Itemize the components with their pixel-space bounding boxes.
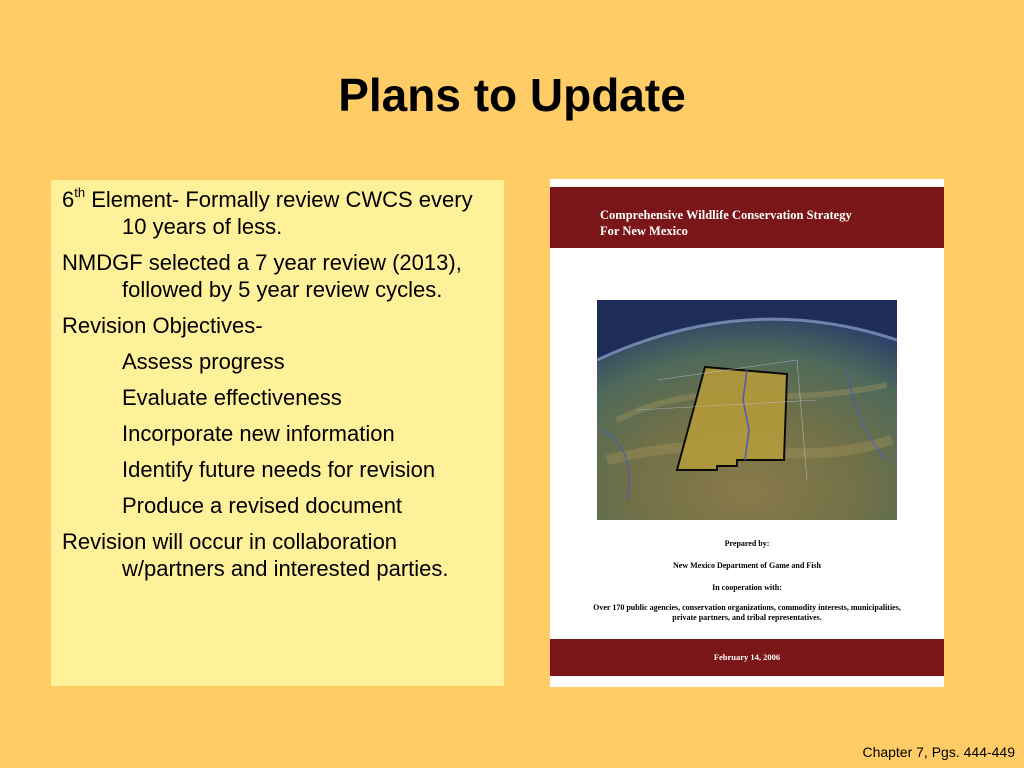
bullet-revision-objectives: Revision Objectives- [62, 313, 263, 338]
slide-footer: Chapter 7, Pgs. 444-449 [862, 744, 1015, 760]
satellite-map-image [597, 300, 897, 520]
bullet-text-box [51, 180, 504, 686]
cover-credits [550, 539, 944, 635]
cover-date-band: February 14, 2006 [550, 639, 944, 676]
satellite-map-illustration [597, 300, 897, 520]
cover-title-line1: Comprehensive Wildlife Conservation Strategy [600, 208, 852, 222]
objective-item: Assess progress [122, 349, 285, 374]
report-cover-image [550, 179, 944, 687]
cover-agency: New Mexico Department of Game and Fish [673, 561, 821, 570]
objective-item: Identify future needs for revision [122, 457, 436, 482]
bullet-collaboration: Revision will occur in collaboration w/partners and interested parties. [62, 529, 449, 581]
cover-title-line2: For New Mexico [600, 224, 688, 238]
bullet-review-schedule: NMDGF selected a 7 year review (2013), followed by 5 year review cycles. [62, 250, 462, 302]
cover-title-band [550, 187, 944, 248]
cover-cooperation: In cooperation with: [712, 583, 782, 592]
objective-item: Evaluate effectiveness [122, 385, 342, 410]
slide-title: Plans to Update [338, 69, 686, 121]
objective-item: Incorporate new information [122, 421, 395, 446]
objective-item: Produce a revised document [122, 493, 403, 518]
bullet-sixth-element: 6th Element- Formally review CWCS every 10 years of less. [62, 184, 473, 239]
cover-prepared-by: Prepared by: [724, 539, 770, 548]
cover-partners: Over 170 public agencies, conservation organizations, commodity interests, municipalities, private partners, and tribal representatives. [593, 603, 901, 622]
